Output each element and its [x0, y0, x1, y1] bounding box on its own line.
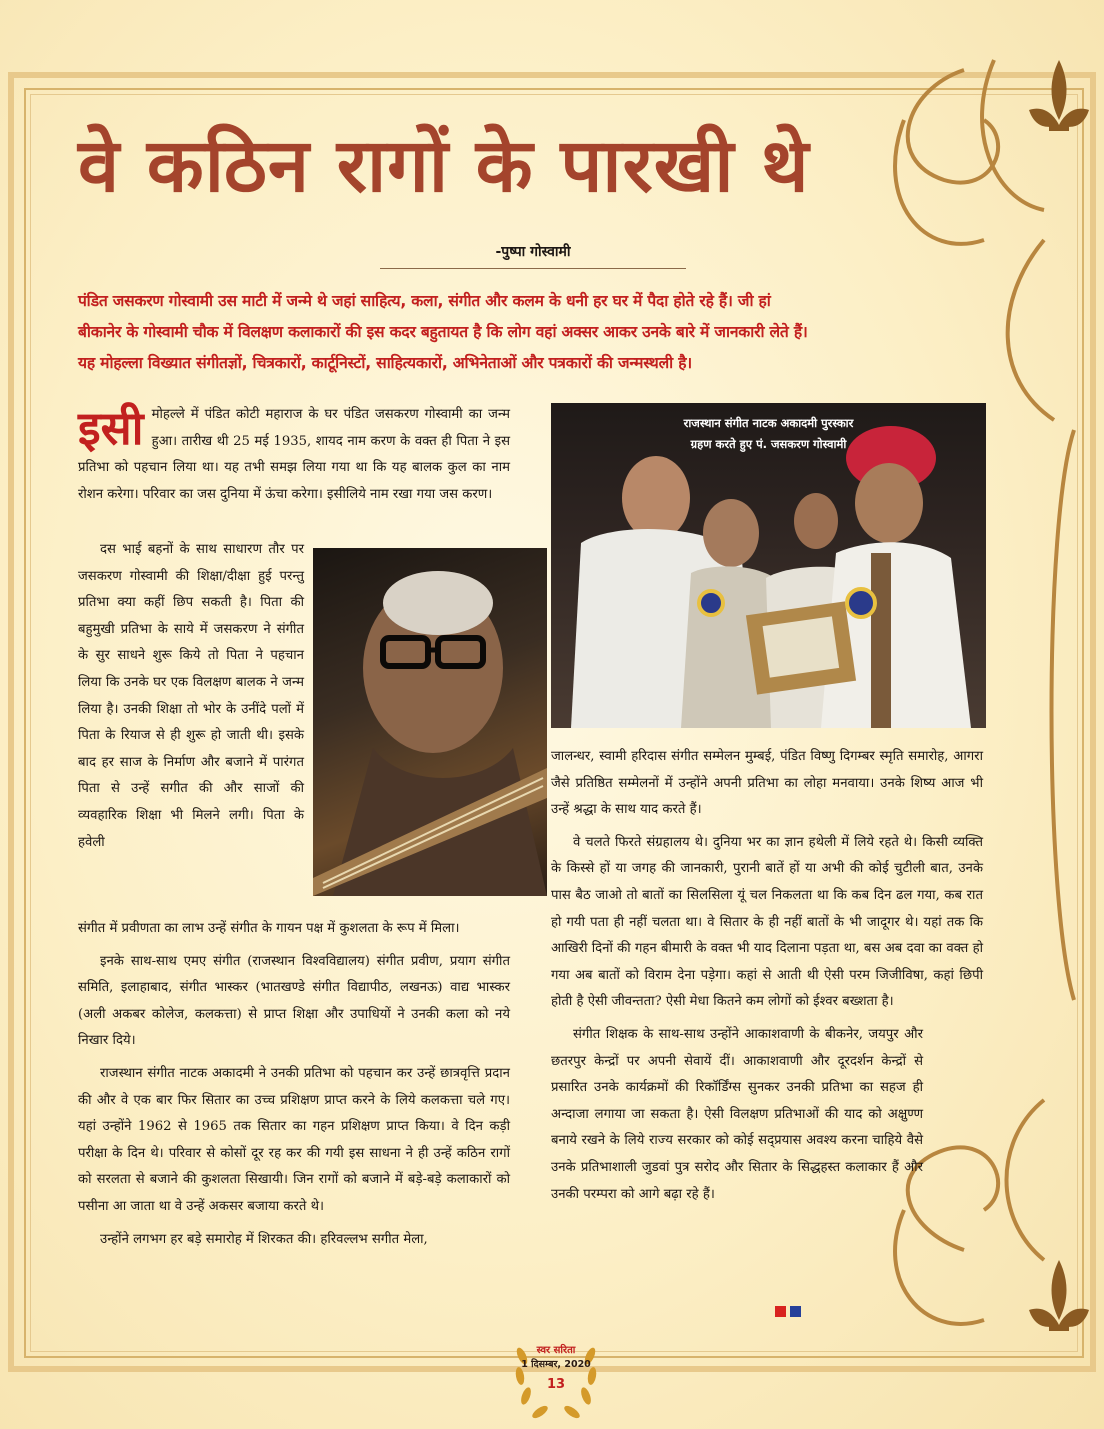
- magazine-name: स्वर सरिता: [536, 1345, 576, 1356]
- paragraph: जालन्धर, स्वामी हरिदास संगीत सम्मेलन मुम्बई, पंडित विष्णु दिगम्बर स्मृति समारोह, आगरा जैसे प्रतिष्ठित सम्मेलनों में उन्होंने अपनी प्रतिभा का लोहा मनवाया। उनके शिष्य आज भी उन्हें श्रद्धा के साथ याद करते हैं।: [551, 749, 983, 818]
- paragraph: संगीत में प्रवीणता का लाभ उन्हें संगीत के गायन पक्ष में कुशलता के रूप में मिला।: [78, 921, 460, 936]
- red-square-icon: [775, 1306, 786, 1317]
- article-title: वे कठिन रागों के पारखी थे: [78, 123, 810, 209]
- drop-cap: इसी: [78, 401, 144, 455]
- badge-text: [512, 1344, 600, 1398]
- left-column-continuation: [78, 916, 510, 1253]
- page-badge: [512, 1326, 600, 1422]
- paragraph: इनके साथ-साथ एमए संगीत (राजस्थान विश्वविद्यालय) संगीत प्रवीण, प्रयाग संगीत समिति, इलाहाबाद, संगीत भास्कर (भातखण्डे संगीत विद्यापीठ, लखनऊ) वाद्य भास्कर (अली अकबर कोलेज, कलकत्ता) से प्राप्त शिक्षा और उपाधियों ने उनकी कला को नये निखार दिये।: [78, 953, 510, 1049]
- award-ceremony-photo: [551, 403, 986, 728]
- sitar-player-photo: [313, 548, 547, 896]
- end-marker: [775, 1302, 805, 1314]
- left-column-wrap: [78, 537, 304, 856]
- paragraph: संगीत शिक्षक के साथ-साथ उन्होंने आकाशवाणी के बीकनेर, जयपुर और छतरपुर केन्द्रों पर अपनी सेवायें दीं। आकाशवाणी और दूरदर्शन केन्द्रों से प्रसारित उनके कार्यक्रमों की रिकॉर्डिंग्स सुनकर उनकी प्रतिभा का सहज ही अन्दाजा लगाया जा सकता है। ऐसी विलक्षण प्रतिभाओं की याद को अक्षुण्ण बनाये रखने के लिये राज्य सरकार को कोई सद्प्रयास अवश्य करना चाहिये वैसे उनके प्रतिभाशाली जुडवां पुत्र सरोद और सितार के सिद्धहस्त कलाकार हैं और उनकी परम्परा को आगे बढ़ा रहे हैं।: [551, 1026, 923, 1202]
- page-number: 13: [546, 1377, 566, 1392]
- left-column-opening: [78, 402, 510, 508]
- paragraph: राजस्थान संगीत नाटक अकादमी ने उनकी प्रतिभा को पहचान कर उन्हें छात्रवृत्ति प्रदान की और वे एक बार फिर सितार का उच्च प्रशिक्षण प्राप्त करने के लिये कलकत्ता चले गए। यहां उन्होंने 1962 से 1965 तक सितार का गहन प्रशिक्षण प्राप्त किया। वे दिन कड़ी परीक्षा के दिन थे। परिवार से कोसों दूर रह कर की गयी इस साधना ने ही उन्हें कठिन रागों को सरलता से बजाने की कुशलता सिखायी। जिन रागों को बजाने में बड़े-बड़े कलाकारों को पसीना आ जाता था वे उन्हें अकसर बजाया करते थे।: [78, 1065, 510, 1214]
- right-column-text: [551, 744, 983, 1208]
- paragraph: दस भाई बहनों के साथ साधारण तौर पर जसकरण गोस्वामी की शिक्षा/दीक्षा हुई परन्तु प्रतिभा क्या कहीं छिप सकती है। पिता की बहुमुखी प्रतिभा के साये में जसकरण ने संगीत के सुर साधने शुरू किये तो पिता ने पहचान लिया कि उनके घर एक विलक्षण बालक ने जन्म लिया है। उनकी शिक्षा तो भोर के उनींदे पलों में पिता के रियाज से ही शुरू हो जाती थी। इसके बाद हर साज के निर्माण और बजाने में पारंगत पिता से उन्हें सगीत की और साजों की व्यवहारिक शिक्षा भी मिलने लगी। पिता के हवेली: [78, 542, 304, 850]
- caption-line: ग्रहण करते हुए पं. जसकरण गोस्वामी: [690, 437, 847, 451]
- intro-line: बीकानेर के गोस्वामी चौक में विलक्षण कलाकारों की इस कदर बहुतायत है कि लोग वहां अक्सर आकर उनके बारे में जानकारी लेते हैं।: [78, 323, 808, 341]
- intro-paragraph: [78, 286, 978, 379]
- issue-date: 1 दिसम्बर, 2020: [521, 1359, 591, 1370]
- blue-square-icon: [790, 1306, 801, 1317]
- intro-line: पंडित जसकरण गोस्वामी उस माटी में जन्मे थे जहां साहित्य, कला, संगीत और कलम के धनी हर घर में पैदा होते रहे हैं। जी हां: [78, 292, 771, 310]
- author-byline: -पुष्पा गोस्वामी: [380, 238, 686, 269]
- paragraph: वे चलते फिरते संग्रहालय थे। दुनिया भर का ज्ञान हथेली में लिये रहते थे। किसी व्यक्ति के किस्से हों या जगह की जानकारी, पुरानी बातें हों या अभी की कोई चुटीली बात, उनके पास बैठ जाओ तो बातों का सिलसिला यूं चल निकलता था कि कब दिन ढल गया, कब रात हो गयी पता ही नहीं चलता था। वे सितार के ही नहीं बातों के भी जादूगर थे। यहां तक कि आखिरी दिनों की गहन बीमारी के वक्त भी याद दिलाना पड़ता था, बस अब दवा का वक्त हो गया अब बातों को विराम देना पड़ेगा। कहां से आती थी ऐसी परम जिजीविषा, कहां छिपी होती है ऐसी जीवन्तता? ऐसी मेधा कितने कम लोगों को ईश्वर बख्शता है।: [551, 834, 983, 1010]
- paragraph: उन्होंने लगभग हर बड़े समारोह में शिरकत की। हरिवल्लभ सगीत मेला,: [100, 1231, 428, 1247]
- paragraph: मोहल्ले में पंडित कोटी महाराज के घर पंडित जसकरण गोस्वामी का जन्म हुआ। तारीख थी 25 मई 1935, शायद नाम करण के वक्त ही पिता ने इस प्रतिभा को पहचान लिया था। यह तभी समझ लिया गया था कि यह बालक कुल का नाम रोशन करेगा। परिवार का जस दुनिया में ऊंचा करेगा। इसीलिये नाम रखा गया जस करण।: [78, 407, 510, 502]
- intro-line: यह मोहल्ला विख्यात संगीतज्ञों, चित्रकारों, कार्टूनिस्टों, साहित्यकारों, अभिनेताओं और पत्रकारों की जन्मस्थली है।: [78, 354, 692, 372]
- caption-line: राजस्थान संगीत नाटक अकादमी पुरस्कार: [683, 416, 854, 430]
- photo-caption: [551, 413, 986, 455]
